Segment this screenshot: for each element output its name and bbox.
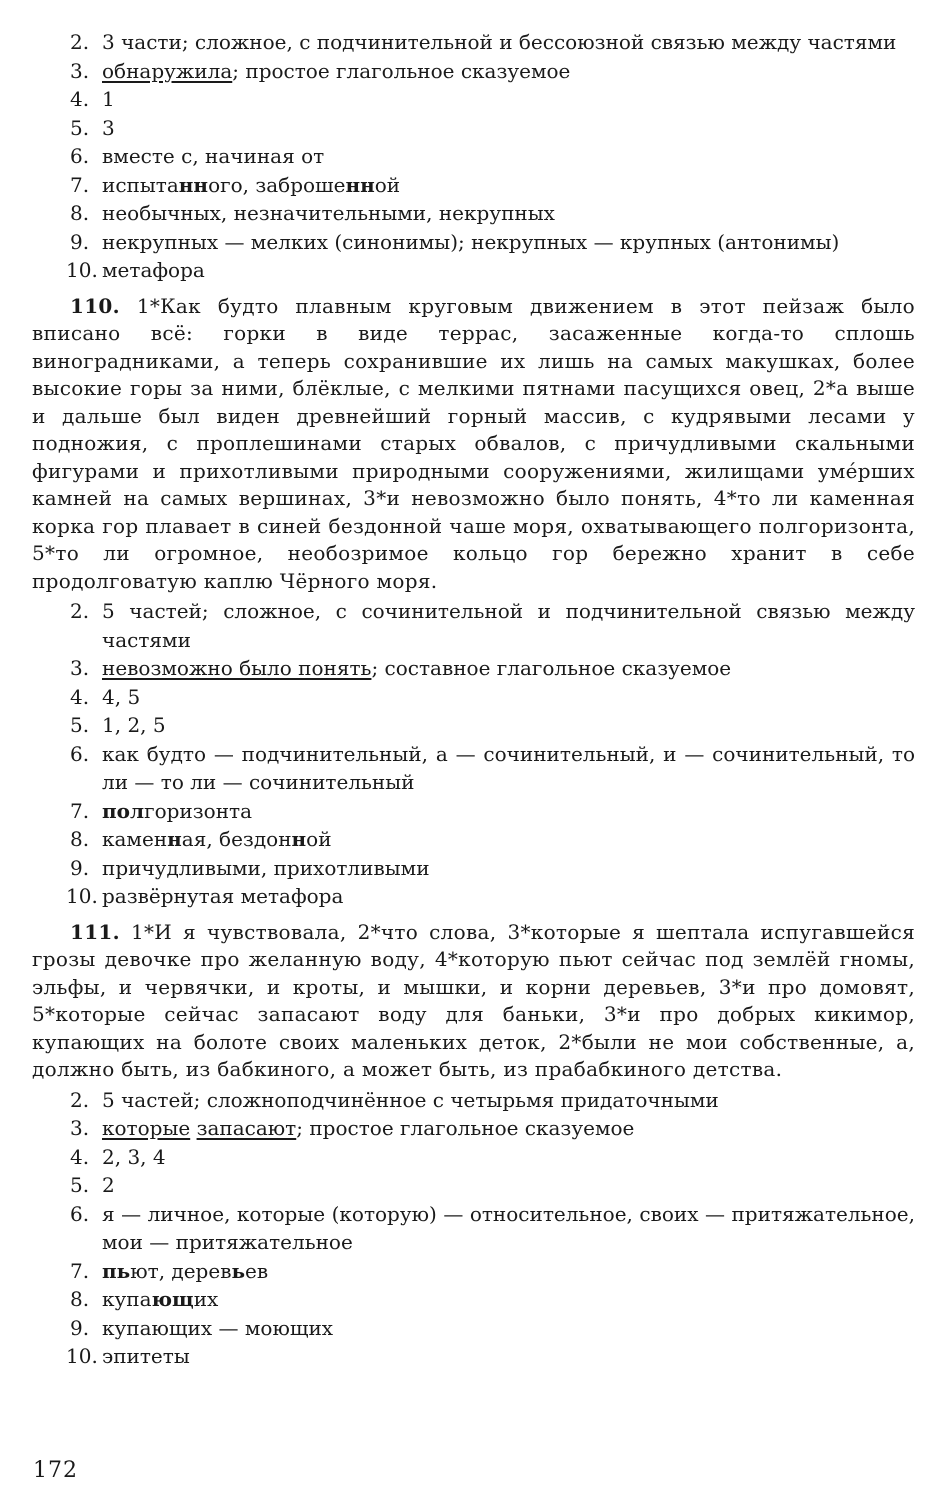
list-item: 6. я — личное, которые (которую) — относительное, своих — притяжательное, мои — притяжательное <box>70 1201 915 1254</box>
answer-block-109 <box>32 28 915 285</box>
list-item: 8. каменная, бездонной <box>70 827 332 851</box>
underlined-subject: которые <box>102 1116 191 1140</box>
list-item: 6. как будто — подчинительный, а — сочинительный, и — сочинительный, то ли — то ли — сочинительный <box>70 741 915 794</box>
list-item: 8. купающих <box>70 1287 219 1311</box>
page-number: 172 <box>33 1458 78 1483</box>
list-item: 10. развёрнутая метафора <box>66 884 344 908</box>
list-item: 10. метафора <box>66 258 205 282</box>
list-item: 4. 4, 5 <box>70 684 141 709</box>
list-item: 9. причудливыми, прихотливыми <box>70 855 430 880</box>
list-item: 6. вместе с, начиная от <box>70 144 325 168</box>
underlined-predicate: запасают <box>196 1116 297 1140</box>
list-item: 4. 1 <box>70 87 115 111</box>
list-item: 8. необычных, незначительными, некрупных <box>70 201 555 225</box>
list-item: 7. испытанного, заброшенной <box>70 172 401 197</box>
list-item: 3. невозможно было понять; составное глагольное сказуемое <box>70 656 732 680</box>
list-item: 5. 2 <box>70 1173 115 1197</box>
underlined-predicate: обнаружила <box>102 58 233 83</box>
answer-block-110 <box>32 293 915 911</box>
underlined-predicate: невозможно было понять <box>102 656 372 680</box>
list-item: 3. которые запасают; простое глагольное сказуемое <box>70 1116 635 1140</box>
list-item: 2. 5 частей; сложное, с сочинительной и подчинительной связью между частями <box>70 599 915 652</box>
list-item: 5. 3 <box>70 115 115 140</box>
list-item: 2. 3 части; сложное, с подчинительной и бессоюзной связью между частями <box>70 30 897 54</box>
exercise-number: 111. <box>70 919 120 944</box>
list-item: 3. обнаружила; простое глагольное сказуемое <box>70 58 571 83</box>
exercise-text: 110. 1*Как будто плавным круговым движением в этот пейзаж было вписано всё: горки в виде террас, засаженные когда-то сплошь виноградниками, а теперь сохранившие их лишь на самых макушках, более высокие горы за ними, блёклые, с мелкими пятнами пасущихся овец, 2*а выше и дальше был виден древнейший горный массив, с кудрявыми лесами у подножия, с проплешинами старых обвалов, с причудливыми скальными фигурами и прихотливыми природными сооружениями, жилищами умéрших камней на самых вершинах, 3*и невозможно было понять, 4*то ли каменная корка гор плавает в синей бездонной чаше моря, охватывающего полгоризонта, 5*то ли огромное, необозримое кольцо гор бережно хранит в себе продолговатую каплю Чёрного моря. <box>32 293 915 593</box>
answer-block-111 <box>32 919 915 1371</box>
list-item: 2. 5 частей; сложноподчинённое с четырьмя придаточными <box>70 1087 719 1112</box>
list-item: 9. некрупных — мелких (синонимы); некрупных — крупных (антонимы) <box>70 229 840 254</box>
list-item: 10. эпитеты <box>66 1344 190 1368</box>
list-item: 7. полгоризонта <box>70 798 253 823</box>
exercise-text: 111. 1*И я чувствовала, 2*что слова, 3*которые я шептала испугавшейся грозы девочке про желанную воду, 4*которую пьют сейчас под землёй гномы, эльфы, и червячки, и кроты, и мышки, и корни деревьев, 3*и про домовят, 5*которые сейчас запасают воду для баньки, 3*и про добрых кикимор, купающих на болоте своих маленьких деток, 2*были не мои собственные, а, должно быть, из бабкиного, а может быть, из прабабкиного детства. <box>32 919 915 1081</box>
list-item: 5. 1, 2, 5 <box>70 713 166 737</box>
list-item: 7. пьют, деревьев <box>70 1258 269 1283</box>
list-item: 9. купающих — моющих <box>70 1315 334 1340</box>
exercise-number: 110. <box>70 293 120 318</box>
list-item: 4. 2, 3, 4 <box>70 1144 166 1169</box>
